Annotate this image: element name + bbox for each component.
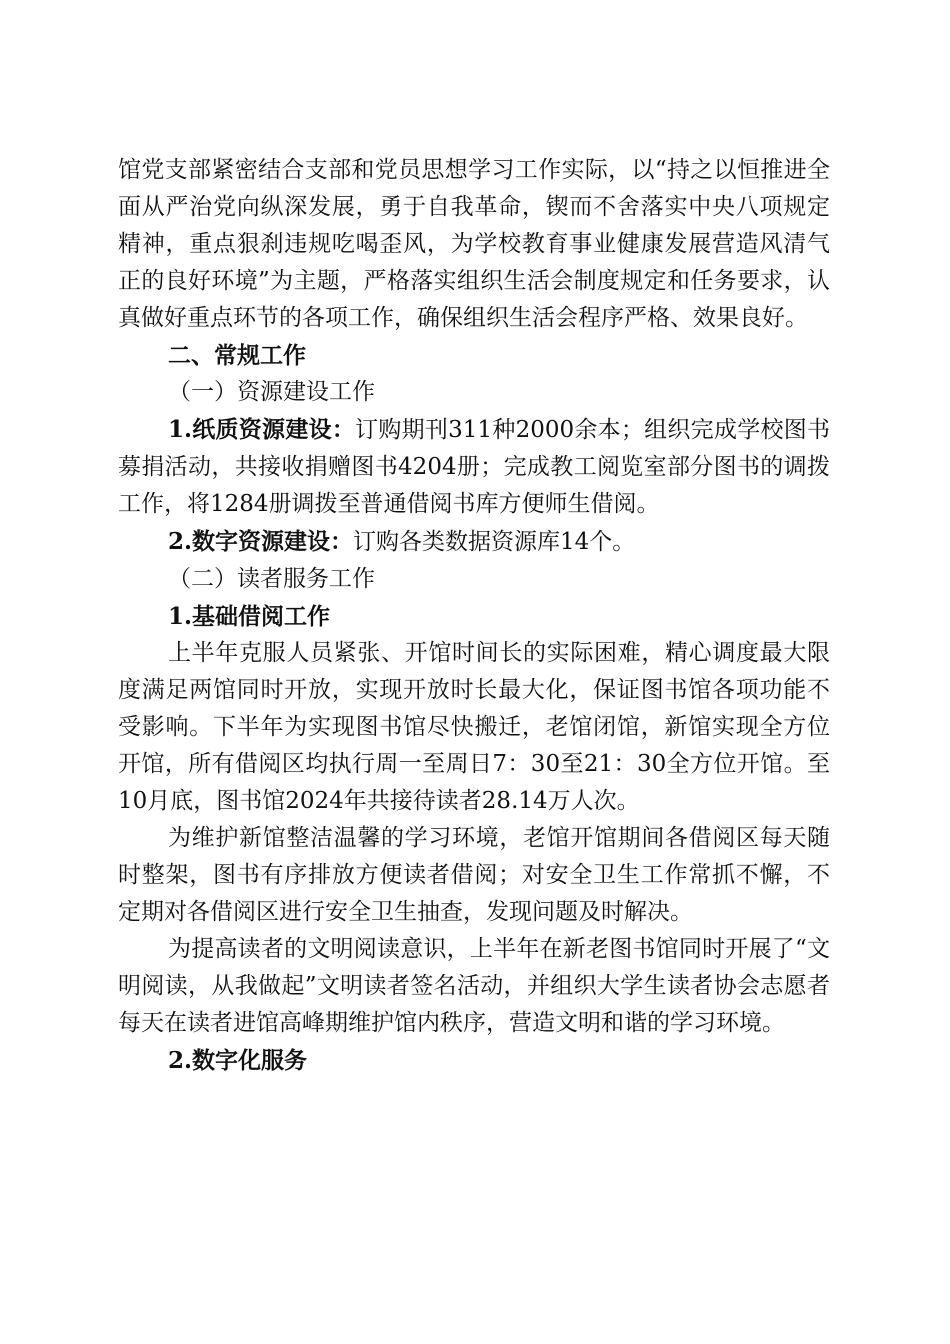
item-digital-resources-text: 订购各类数据资源库14个。 [353,529,636,555]
section-heading-routine-work: 二、常规工作 [168,342,306,369]
subsection-heading-reader-service: （二）读者服务工作 [168,566,375,592]
item-paper-resources-label: 1.纸质资源建设： [168,416,356,443]
item-paper-resources-text: 订购期刊311种2000余本；组织完成学校图书募捐活动，共接收捐赠图书4204册；完成教工阅览室部分图书的调拨工作，将1284册调拨至普通借阅书库方便师生借阅。 [118,417,830,517]
item-heading-digital-service: 2.数字化服务 [168,1047,308,1074]
paragraph-environment: 为维护新馆整洁温馨的学习环境，老馆开馆期间各借阅区每天随时整架，图书有序排放方便读者借阅；对安全卫生工作常抓不懈，不定期对各借阅区进行安全卫生抽查，发现问题及时解决。 [118,825,830,925]
item-digital-resources-label: 2.数字资源建设： [168,528,354,555]
item-paper-resources [118,411,830,523]
paragraph-opening-hours: 上半年克服人员紧张、开馆时间长的实际困难，精心调度最大限度满足两馆同时开放，实现开放时长最大化，保证图书馆各项功能不受影响。下半年为实现图书馆尽快搬迁，老馆闭馆，新馆实现全方位开馆，所有借阅区均执行周一至周日7：30至21：30全方位开馆。至10月底，图书馆2024年共接待读者28.14万人次。 [118,640,830,814]
item-digital-resources [118,523,830,561]
document-page [118,152,830,1079]
subsection-heading-resource-building: （一）资源建设工作 [168,379,375,405]
paragraph-civilized-reading: 为提高读者的文明阅读意识，上半年在新老图书馆同时开展了“文明阅读，从我做起”文明读者签名活动，并组织大学生读者协会志愿者每天在读者进馆高峰期维护馆内秩序，营造文明和谐的学习环境。 [118,936,830,1036]
item-heading-basic-lending: 1.基础借阅工作 [168,603,331,630]
intro-paragraph: 馆党支部紧密结合支部和党员思想学习工作实际，以“持之以恒推进全面从严治党向纵深发展，勇于自我革命，锲而不舍落实中央八项规定精神，重点狠刹违规吃喝歪风，为学校教育事业健康发展营造风清气正的良好环境”为主题，严格落实组织生活会制度规定和任务要求，认真做好重点环节的各项工作，确保组织生活会程序严格、效果良好。 [118,157,830,331]
